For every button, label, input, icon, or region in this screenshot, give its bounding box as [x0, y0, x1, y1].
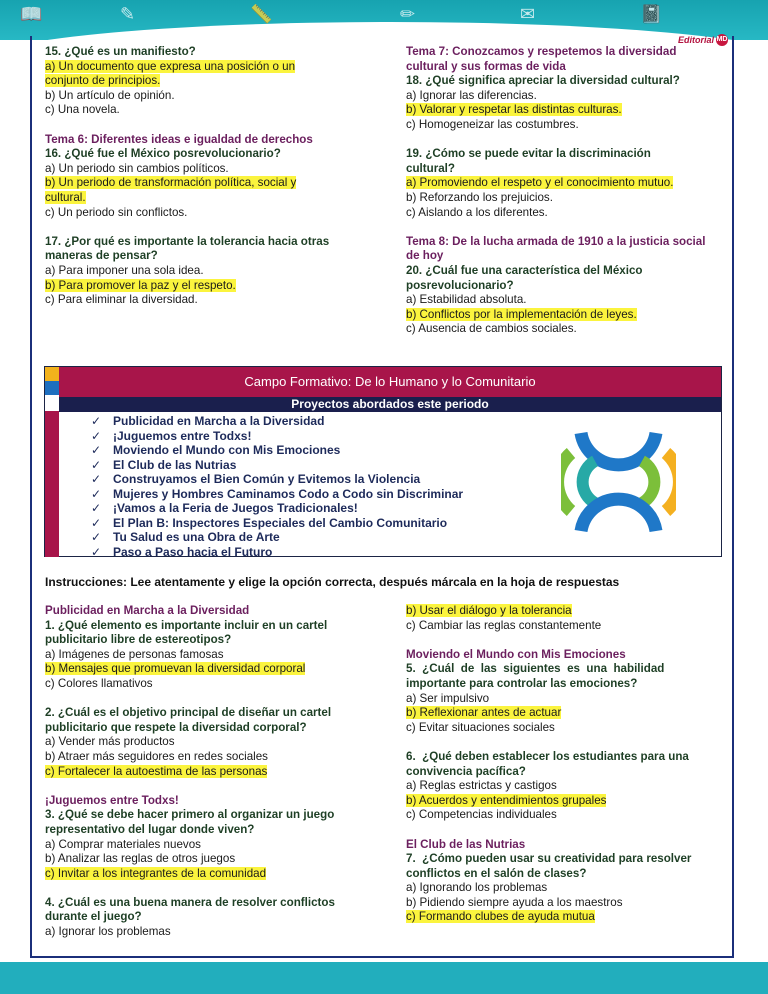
question-title: 6. ¿Qué deben establecer los estudiantes para una [406, 749, 689, 763]
check-icon: ✓ [91, 501, 102, 515]
topic-title-cont: cultural y sus formas de vida [406, 59, 566, 73]
list-item [91, 414, 463, 429]
bottom-banner [0, 962, 768, 994]
list-item [91, 472, 463, 487]
question-title: 19. ¿Cómo se puede evitar la discriminación [406, 147, 651, 161]
answer-option: b) Conflictos por la implementación de leyes. [406, 307, 637, 321]
question-title-cont: maneras de pensar? [45, 249, 158, 263]
topic-title: Moviendo el Mundo con Mis Emociones [406, 647, 626, 661]
question-title: 3. ¿Qué se debe hacer primero al organizar un juego [45, 808, 335, 822]
answer-option: a) Ignorando los problemas [406, 881, 548, 895]
list-item [91, 443, 463, 458]
question-title: 17. ¿Por qué es importante la tolerancia hacia otras [45, 234, 330, 248]
logo-text: Editorial [678, 35, 715, 45]
check-icon: ✓ [91, 544, 102, 559]
project-name: El Plan B: Inspectores Especiales del Cambio Comunitario [113, 515, 448, 530]
topic-title-cont: de hoy [406, 249, 444, 263]
compass-icon: ✏ [400, 4, 416, 24]
question-title-cont: publicitario que respete la diversidad corporal? [45, 720, 307, 734]
answer-option: a) Ignorar las diferencias. [406, 88, 537, 102]
check-icon: ✓ [91, 486, 102, 501]
answer-option: b) Reforzando los prejuicios. [406, 190, 553, 204]
check-icon: ✓ [91, 457, 102, 472]
top-banner [0, 0, 768, 40]
answer-option: c) Formando clubes de ayuda mutua [406, 910, 595, 924]
answer-option: c) Para eliminar la diversidad. [45, 293, 198, 307]
question-title-cont: convivencia pacífica? [406, 764, 526, 778]
answer-option: c) Aislando a los diferentes. [406, 205, 548, 219]
top-right-column [406, 45, 726, 337]
answer-option: b) Acuerdos y entendimientos grupales [406, 793, 607, 807]
answer-option: a) Reglas estrictas y castigos [406, 779, 557, 793]
answer-option: c) Evitar situaciones sociales [406, 720, 555, 734]
project-name: ¡Vamos a la Feria de Juegos Tradicionales! [113, 501, 358, 515]
check-icon: ✓ [91, 530, 102, 544]
answer-option: b) Valorar y respetar las distintas culturas. [406, 103, 622, 117]
ruler-icon: 📏 [250, 4, 273, 24]
campo-formativo-box [44, 366, 722, 557]
answer-option: a) Para imponer una sola idea. [45, 263, 204, 277]
check-icon: ✓ [91, 443, 102, 457]
check-icon: ✓ [91, 472, 102, 486]
question-title-cont: durante el juego? [45, 910, 142, 924]
project-name: El Club de las Nutrias [113, 457, 237, 472]
answer-option: b) Atraer más seguidores en redes sociales [45, 749, 268, 763]
question-title-cont: publicitario libre de estereotipos? [45, 633, 232, 647]
project-name: ¡Juguemos entre Todxs! [113, 428, 252, 443]
answer-option: c) Ausencia de cambios sociales. [406, 322, 577, 336]
notebook-icon: 📓 [640, 4, 663, 24]
answer-option: c) Un periodo sin conflictos. [45, 205, 188, 219]
question-title: 1. ¿Qué elemento es importante incluir en un cartel [45, 618, 328, 632]
topic-title: Tema 7: Conozcamos y respetemos la diversidad [406, 45, 677, 58]
emblem-green-right [642, 461, 654, 503]
emblem-yellow-right [666, 453, 676, 511]
check-icon: ✓ [91, 414, 102, 428]
project-name: Publicidad en Marcha a la Diversidad [113, 414, 325, 428]
question-title: 2. ¿Cuál es el objetivo principal de diseñar un cartel [45, 706, 332, 720]
envelope-icon: ✉ [520, 4, 536, 24]
project-name: Paso a Paso hacia el Futuro [113, 544, 273, 559]
blue-square-icon [45, 381, 59, 395]
list-item [91, 516, 463, 531]
answer-option: c) Cambiar las reglas constantemente [406, 618, 602, 632]
answer-option: c) Una novela. [45, 103, 120, 117]
bottom-right-column [406, 604, 720, 925]
answer-option: b) Un artículo de opinión. [45, 88, 175, 102]
topic-title: ¡Juguemos entre Todxs! [45, 793, 179, 807]
answer-option: b) Usar el diálogo y la tolerancia [406, 604, 572, 617]
question-title-cont: conflictos en el salón de clases? [406, 866, 587, 880]
topic-title: El Club de las Nutrias [406, 837, 526, 851]
check-icon: ✓ [91, 515, 102, 530]
question-title: 20. ¿Cuál fue una característica del México [406, 263, 643, 277]
answer-option: a) Un periodo sin cambios políticos. [45, 161, 229, 175]
answer-option: c) Invitar a los integrantes de la comunidad [45, 866, 267, 880]
question-title-cont: posrevolucionario? [406, 278, 514, 292]
campo-title: Campo Formativo: De lo Humano y lo Comunitario [59, 367, 721, 397]
project-name: Construyamos el Bien Común y Evitemos la Violencia [113, 472, 421, 486]
yellow-square-icon [45, 367, 59, 381]
emblem-green-left [561, 453, 571, 511]
answer-option: b) Pidiendo siempre ayuda a los maestros [406, 895, 623, 909]
answer-option: a) Promoviendo el respeto y el conocimiento mutuo. [406, 176, 674, 190]
question-title-cont: cultural? [406, 161, 455, 175]
list-item [91, 545, 463, 560]
answer-option: conjunto de principios. [45, 74, 161, 88]
answer-option: c) Homogeneizar las costumbres. [406, 117, 579, 131]
question-title: 7. ¿Cómo pueden usar su creatividad para resolver [406, 852, 692, 866]
project-name: Tu Salud es una Obra de Arte [113, 530, 280, 544]
answer-option: c) Fortalecer la autoestima de las personas [45, 764, 268, 778]
answer-option: b) Reflexionar antes de actuar [406, 706, 562, 720]
topic-title: Publicidad en Marcha a la Diversidad [45, 604, 250, 617]
list-item [91, 429, 463, 444]
campo-subtitle: Proyectos abordados este periodo [59, 397, 721, 412]
question-title: 4. ¿Cuál es una buena manera de resolver conflictos [45, 895, 335, 909]
answer-option: b) Un periodo de transformación política, social y [45, 176, 297, 190]
answer-option: c) Competencias individuales [406, 808, 557, 822]
question-title: 5. ¿Cuál de las siguientes es una habilidad [406, 662, 665, 676]
project-list [91, 414, 463, 559]
book-icon: 📖 [20, 4, 43, 24]
answer-option: c) Colores llamativos [45, 676, 153, 690]
topic-title: Tema 8: De la lucha armada de 1910 a la justicia social [406, 234, 706, 248]
answer-option: b) Analizar las reglas de otros juegos [45, 852, 236, 866]
instructions-text: Instrucciones: Lee atentamente y elige la opción correcta, después márcala en la hoja de respuestas [45, 575, 620, 589]
question-title-cont: importante para controlar las emociones? [406, 676, 638, 690]
project-name: Mujeres y Hombres Caminamos Codo a Codo sin Discriminar [113, 486, 464, 501]
question-title: 15. ¿Qué es un manifiesto? [45, 45, 196, 58]
question-title: 18. ¿Qué significa apreciar la diversidad cultural? [406, 74, 680, 88]
emblem-blue-bottom [581, 499, 656, 531]
answer-option: a) Ignorar los problemas [45, 925, 171, 939]
campo-emblem-icon [561, 423, 676, 541]
answer-option: a) Vender más productos [45, 735, 175, 749]
top-left-column [45, 45, 380, 308]
list-item [91, 530, 463, 545]
campo-sidebar [45, 411, 59, 557]
question-title: 16. ¿Qué fue el México posrevolucionario? [45, 147, 281, 161]
check-icon: ✓ [91, 428, 102, 443]
topic-title: Tema 6: Diferentes ideas e igualdad de derechos [45, 132, 313, 146]
answer-option: a) Un documento que expresa una posición o un [45, 59, 296, 73]
logo-mark-icon: MD [716, 34, 728, 46]
answer-option: b) Mensajes que promuevan la diversidad corporal [45, 662, 306, 676]
answer-option: a) Imágenes de personas famosas [45, 647, 224, 661]
answer-option: a) Ser impulsivo [406, 691, 490, 705]
list-item [91, 458, 463, 473]
question-title-cont: representativo del lugar donde viven? [45, 822, 255, 836]
bottom-left-column [45, 604, 360, 940]
answer-option: cultural. [45, 190, 86, 204]
pencil-icon: ✎ [120, 4, 136, 24]
answer-option: b) Para promover la paz y el respeto. [45, 278, 236, 292]
answer-option: a) Comprar materiales nuevos [45, 837, 201, 851]
answer-option: a) Estabilidad absoluta. [406, 293, 527, 307]
list-item [91, 501, 463, 516]
list-item [91, 487, 463, 502]
emblem-teal-left [583, 461, 595, 503]
project-name: Moviendo el Mundo con Mis Emociones [113, 443, 341, 457]
